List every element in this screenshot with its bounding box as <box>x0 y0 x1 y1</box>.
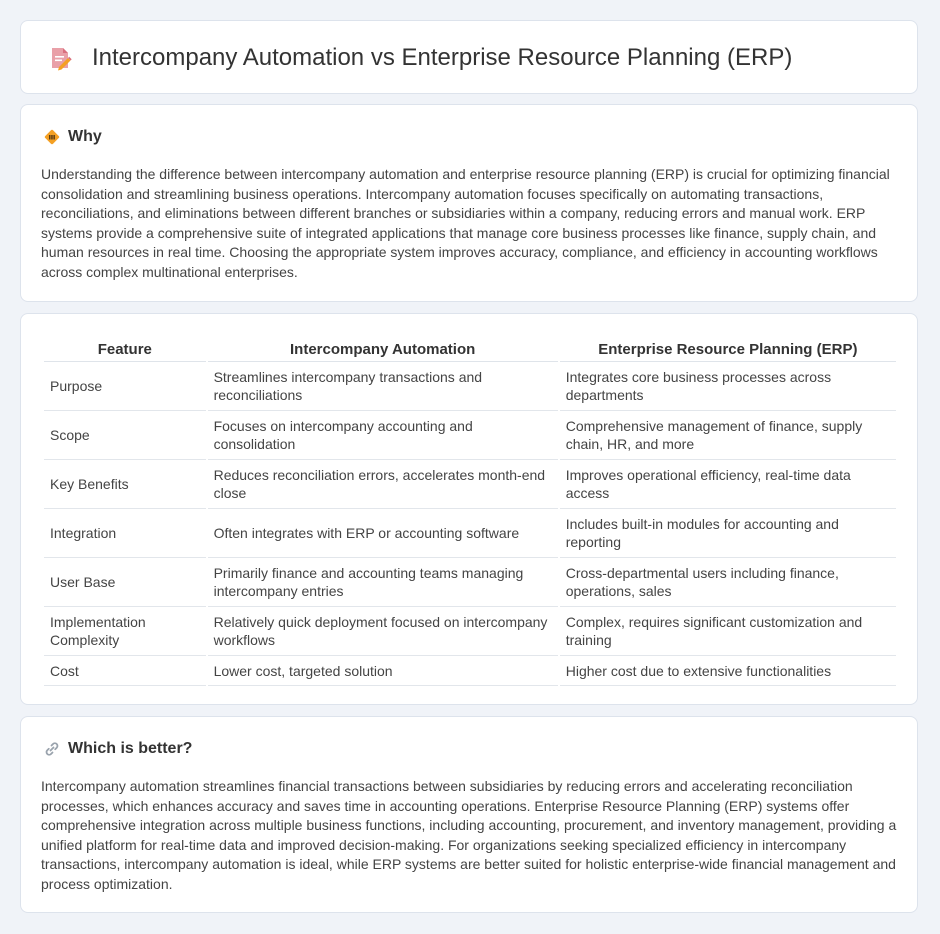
header-erp: Enterprise Resource Planning (ERP) <box>560 335 896 362</box>
table-row <box>44 362 896 411</box>
table-row <box>44 656 896 686</box>
intercompany-cell: Often integrates with ERP or accounting software <box>208 509 558 558</box>
erp-cell: Complex, requires significant customization and training <box>560 607 896 656</box>
intercompany-cell: Reduces reconciliation errors, accelerates month-end close <box>208 460 558 509</box>
feature-cell: User Base <box>44 558 206 607</box>
better-header <box>43 739 192 759</box>
erp-cell: Improves operational efficiency, real-time data access <box>560 460 896 509</box>
table-header-row <box>44 335 896 362</box>
table-row <box>44 509 896 558</box>
erp-cell: Higher cost due to extensive functionalities <box>560 656 896 686</box>
table-row <box>44 411 896 460</box>
page-title: Intercompany Automation vs Enterprise Resource Planning (ERP) <box>92 44 793 71</box>
feature-cell: Scope <box>44 411 206 460</box>
comparison-section <box>20 313 918 705</box>
which-is-better-section <box>20 716 918 913</box>
erp-cell: Integrates core business processes across departments <box>560 362 896 411</box>
feature-cell: Cost <box>44 656 206 686</box>
intercompany-cell: Relatively quick deployment focused on intercompany workflows <box>208 607 558 656</box>
better-heading: Which is better? <box>68 740 193 757</box>
feature-cell: Implementation Complexity <box>44 607 206 656</box>
table-row <box>44 460 896 509</box>
title-card <box>20 20 918 94</box>
link-icon <box>43 740 61 758</box>
erp-cell: Cross-departmental users including finance, operations, sales <box>560 558 896 607</box>
erp-cell: Comprehensive management of finance, supply chain, HR, and more <box>560 411 896 460</box>
header-feature: Feature <box>44 335 206 362</box>
feature-cell: Integration <box>44 509 206 558</box>
why-heading: Why <box>68 128 102 145</box>
header-intercompany-automation: Intercompany Automation <box>208 335 558 362</box>
comparison-table <box>42 335 898 686</box>
better-text: Intercompany automation streamlines financial transactions between subsidiaries by reducing errors and accelerating reconciliation processes, which enhances accuracy and saves time in accounting operations. Enterprise Resource Planning (ERP) systems offer comprehensive integration across multiple business functions, including accounting, procurement, and inventory management, providing a unified platform for real-time data and improved decision-making. For organizations seeking specialized efficiency in intercompany transactions, intercompany automation is ideal, while ERP systems are better suited for holistic enterprise-wide financial management and process optimization. <box>41 778 897 892</box>
intercompany-cell: Primarily finance and accounting teams managing intercompany entries <box>208 558 558 607</box>
erp-cell: Includes built-in modules for accounting and reporting <box>560 509 896 558</box>
document-edit-icon <box>47 45 73 71</box>
why-text: Understanding the difference between intercompany automation and enterprise resource planning (ERP) is crucial for optimizing financial consolidation and streamlining business operations. Intercompany automation focuses specifically on automating transactions, reconciliations, and eliminations between different branches or subsidiaries within a company, reducing errors and manual work. ERP systems provide a comprehensive suite of integrated applications that manage core business processes like finance, supply chain, and human resources in real time. Choosing the appropriate system improves accuracy, compliance, and efficiency in accounting workflows across complex multinational enterprises. <box>41 166 890 280</box>
table-row <box>44 607 896 656</box>
feature-cell: Purpose <box>44 362 206 411</box>
diamond-sign-icon <box>43 128 61 146</box>
intercompany-cell: Lower cost, targeted solution <box>208 656 558 686</box>
why-section <box>20 104 918 302</box>
table-row <box>44 558 896 607</box>
feature-cell: Key Benefits <box>44 460 206 509</box>
intercompany-cell: Streamlines intercompany transactions and reconciliations <box>208 362 558 411</box>
intercompany-cell: Focuses on intercompany accounting and consolidation <box>208 411 558 460</box>
why-header <box>43 127 102 147</box>
